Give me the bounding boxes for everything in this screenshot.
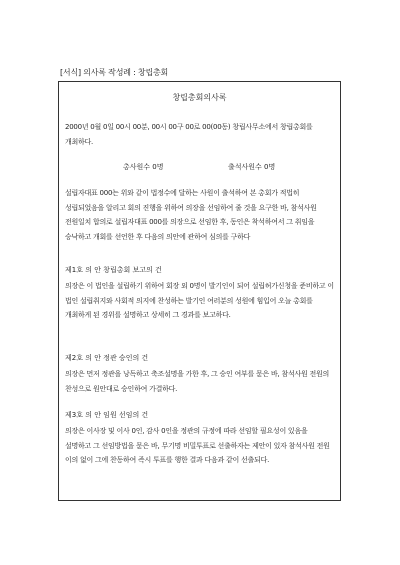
agenda-2-body: 의장은 먼저 정관을 낭독하고 축조설명을 가한 후, 그 승인 여부를 묻은 바, 참석사원 전원의 찬성으로 원안대로 승인하여 가결하다. <box>65 370 330 393</box>
agenda-3-heading: 제3호 의 안 임원 선임의 건 <box>65 411 149 419</box>
agenda-1-body: 의장은 이 법인을 설립하기 위하여 회장 외 0명이 발기인이 되어 설립허가신청을 준비하고 이 법인 설립취지와 사회적 의지에 찬성하는 발기인 여러분의 성원에 힘입어 오늘 총회를 개최하게 된 경위를 설명하고 상세히 그 경과를 보고하다. <box>65 282 334 319</box>
intro-paragraph: 2000년 0월 0일 00시 00분, 00시 00구 00로 00(00동) 창립사무소에서 창립총회를 개최하다. <box>65 123 313 146</box>
member-counts <box>65 162 334 174</box>
document-frame <box>58 81 341 501</box>
document-caption: [서식] 의사록 작성례 : 창립총회 <box>60 68 169 77</box>
agenda-3-body: 의장은 이사장 및 이사 0인, 감사 0인을 정관의 규정에 따라 선임할 필요성이 있음을 설명하고 그 선임방법을 묻은 바, 무기명 비밀투표로 선출하자는 제안이 있자 참석사원 전원 이의 없이 그에 찬동하여 즉시 투표를 행한 결과 다음과 같이 선출되다. <box>65 427 330 464</box>
agenda-2-heading: 제2호 의 안 정관 승인의 건 <box>65 354 149 362</box>
opening-paragraph: 설립자대표 000는 위와 같이 법정수에 달하는 사원이 출석하여 본 총회가 적법히 성립되었음을 알리고 회의 진행을 위하여 의장을 선임하여 줄 것을 요구한 바, 참석사원 전원일치 합의로 설립자대표 000를 의장으로 선임한 후, 동인은 착석하여서 그 취임을 승낙하고 개회를 선언한 후 다음의 의안에 관하여 심의를 구하다 <box>65 189 317 241</box>
total-members: 총사원수 0명 <box>123 163 164 171</box>
agenda-1-heading: 제1호 의 안 창립총회 보고의 건 <box>65 266 162 274</box>
present-members: 출석사원수 0명 <box>228 163 276 171</box>
document-title: 창립총회의사록 <box>172 93 227 102</box>
